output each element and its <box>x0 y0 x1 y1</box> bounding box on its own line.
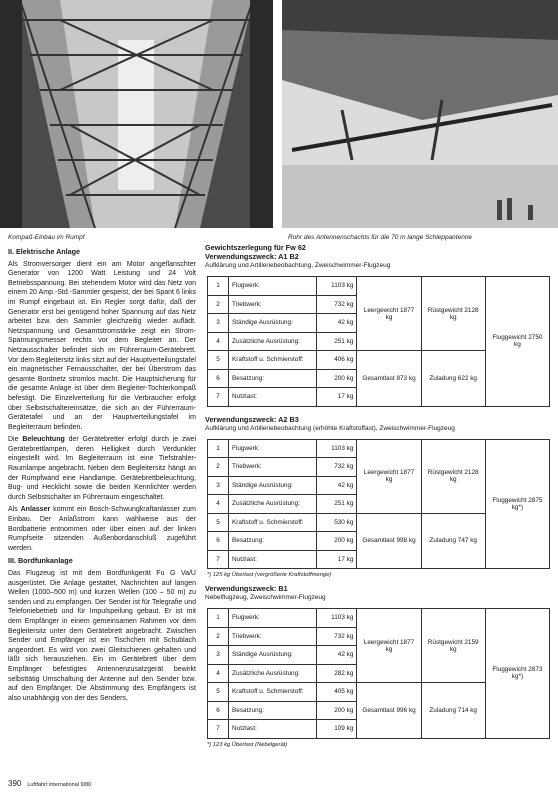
row-label: Triebwerk: <box>229 295 317 314</box>
magazine-name: Luftfahrt international 9/80 <box>27 782 92 788</box>
table-row <box>208 609 550 628</box>
weights-section <box>205 243 555 754</box>
row-label: Besatzung: <box>229 369 317 388</box>
row-value: 200 kg <box>317 532 357 551</box>
row-label: Ständige Ausrüstung: <box>229 646 317 665</box>
photo-antenna-tube <box>282 0 558 228</box>
row-number: 5 <box>208 513 229 532</box>
row-number: 2 <box>208 295 229 314</box>
row-value: 1103 kg <box>317 277 357 296</box>
row-label: Triebwerk: <box>229 458 317 477</box>
paragraph-bordfunk: Das Flugzeug ist mit dem Bordfunkgerät Fu G Va/U ausgerüstet. Die Anlage gestattet, Nachrichten auf langen Wellen (1000–500 m) und kurzen Wellen (100 – 50 m) zu senden und zu empfangen. Der Sender ist für Telegrafie und Telefoniebetrieb und für Impulspeilung gebaut. Er ist mit dem Empfänger in einem gemeinsamen Rahmen vor dem Begleitersitz unter dem Gerätebrett angebracht. Zwischen Sender und Empfänger ist ein Tischchen mit Schublach angeordnet. Es wird von zwei Gleitschienen gehalten und läßt sich herausziehen. Ein im Gerätebrett über dem Empfänger befestigtes Antennenzusatzgerät bewirkt selbsttätig Umschaltung der Antenne auf den Sender bzw. auf den Empfänger. Die Abstimmung des Empfängers ist also unabhängig von der des Senders, <box>8 570 196 702</box>
fluggewicht-cell: Fluggewicht 2750 kg <box>485 277 549 407</box>
weights-title: Gewichtszerlegung für Fw 62 <box>205 243 306 252</box>
row-number: 6 <box>208 532 229 551</box>
row-number: 1 <box>208 277 229 296</box>
page-footer <box>8 779 91 788</box>
article-column <box>8 247 196 706</box>
row-value: 406 kg <box>317 351 357 370</box>
gesamtlast-cell: Gesamtlast 996 kg <box>357 683 421 739</box>
text-fragment: der Gerätebretter erfolgt durch je zwei Gerätebrettlampen, deren Helligkeit durch Verdunkler eingestellt wird. Im Begleiterraum ist eine Tiefstrahler-Raumlampe angebracht. Neben dem Begleitersitz hängt an der Rumpfwand eine Handlampe. Gerätebrettbeleuchtung, Bug- und Hecklicht sowie die beiden Kennlichter werden durch Selbstschalter im Führerraum eingeschaltet. <box>8 436 196 501</box>
row-number: 2 <box>208 458 229 477</box>
row-label: Kraftstoff u. Schmierstoff: <box>229 683 317 702</box>
row-number: 4 <box>208 664 229 683</box>
row-number: 3 <box>208 314 229 333</box>
weights-table-3 <box>207 608 550 739</box>
row-value: 251 kg <box>317 495 357 514</box>
photo-fuselage-interior <box>0 0 273 228</box>
leergewicht-cell: Leergewicht 1877 kg <box>357 439 421 513</box>
text-fragment: Als <box>8 506 21 514</box>
purpose-3: Verwendungszweck: B1 <box>205 584 288 593</box>
row-label: Triebwerk: <box>229 627 317 646</box>
weights-table-2 <box>207 439 550 570</box>
ruestgewicht-cell: Rüstgewicht 2159 kg <box>421 609 485 683</box>
gesamtlast-cell: Gesamtlast 873 kg <box>357 351 421 407</box>
row-label: Zusätzliche Ausrüstung: <box>229 495 317 514</box>
row-label: Besatzung: <box>229 532 317 551</box>
page-number: 390 <box>8 779 22 788</box>
heading-elektrische-anlage: II. Elektrische Anlage <box>8 247 81 256</box>
row-number: 5 <box>208 683 229 702</box>
ruestgewicht-cell: Rüstgewicht 2128 kg <box>421 439 485 513</box>
purpose-2-desc: Aufklärung und Artilleriebeobachtung (erhöhte Kraftstoffast), Zweischwimmer-Flugzeug <box>205 424 455 432</box>
row-value: 405 kg <box>317 683 357 702</box>
row-label: Flugwerk: <box>229 609 317 628</box>
table-row <box>208 277 550 296</box>
row-label: Nutzlast: <box>229 388 317 407</box>
row-value: 1103 kg <box>317 439 357 458</box>
row-value: 1103 kg <box>317 609 357 628</box>
purpose-1-desc: Aufklärung und Artilleriebeobachtung, Zweischwimmer-Flugzeug <box>205 262 391 269</box>
table-row <box>208 439 550 458</box>
row-value: 42 kg <box>317 314 357 333</box>
row-label: Nutzlast: <box>229 720 317 739</box>
row-label: Zusätzliche Ausrüstung: <box>229 332 317 351</box>
text-fragment: Die <box>8 436 23 444</box>
footnote-2: *) 125 kg Überlast (vergrößerte Kraftstoffmenge) <box>207 572 332 578</box>
row-number: 2 <box>208 627 229 646</box>
row-value: 732 kg <box>317 458 357 477</box>
row-number: 3 <box>208 476 229 495</box>
row-value: 200 kg <box>317 701 357 720</box>
keyword-anlasser: Anlasser <box>20 506 51 514</box>
row-label: Besatzung: <box>229 701 317 720</box>
zuladung-cell: Zuladung 714 kg <box>421 683 485 739</box>
fluggewicht-cell: Fluggewicht 2875 kg*) <box>485 439 549 569</box>
heading-bordfunkanlage: III. Bordfunkanlage <box>8 556 73 566</box>
row-value: 530 kg <box>317 513 357 532</box>
row-value: 17 kg <box>317 388 357 407</box>
row-label: Nutzlast: <box>229 550 317 569</box>
row-label: Flugwerk: <box>229 277 317 296</box>
row-number: 7 <box>208 550 229 569</box>
row-value: 251 kg <box>317 332 357 351</box>
row-number: 4 <box>208 495 229 514</box>
row-number: 6 <box>208 701 229 720</box>
row-label: Kraftstoff u. Schmierstoff: <box>229 513 317 532</box>
row-label: Zusätzliche Ausrüstung: <box>229 664 317 683</box>
paragraph-anlasser <box>8 505 196 553</box>
gesamtlast-cell: Gesamtlast 998 kg <box>357 513 421 569</box>
row-value: 17 kg <box>317 550 357 569</box>
paragraph-beleuchtung <box>8 435 196 502</box>
row-value: 42 kg <box>317 476 357 495</box>
row-number: 7 <box>208 388 229 407</box>
row-number: 7 <box>208 720 229 739</box>
row-value: 109 kg <box>317 720 357 739</box>
purpose-1: Verwendungszweck: A1 B2 <box>205 252 299 261</box>
row-number: 3 <box>208 646 229 665</box>
zuladung-cell: Zuladung 622 kg <box>421 351 485 407</box>
row-label: Kraftstoff u. Schmierstoff: <box>229 351 317 370</box>
zuladung-cell: Zuladung 747 kg <box>421 513 485 569</box>
paragraph-stromversorgung: Als Stromversorger dient ein am Motor angeflanschter Generator von 1200 Watt Leistung und 24 Volt Betriebsspannung. Bei stehendem Motor wird das Netz von einem 20 Amp.-Std.-Sammler gespeist, der bei Spant 6 links im Rumpf eingebaut ist. Ein Regler sorgt dafür, daß der Generator erst bei genügend hoher Spannung auf das Netz arbeitet bzw. den Sammler gleichzeitig wieder auflädt. Netzspannung und Gesamtstromstärke zeigt ein Strom-Spannungsmesser rechts vor dem Begleiter an. Der Netzausschalter befindet sich im Führerraum-Gerätebrett. Vor dem Begleitersitz links sitzt auf der Hauptverteilungstafel ein magnetischer Fernausschalter, der bei Überstrom das gesamte Bordnetz stromlos macht. Die Hauptsicherung für die gesamte Anlage ist über dem Begleiter-Tochterkompaß befestigt. Die Einzelverteilung für die Verbraucher erfolgt über Selbstschaltereinsätze, die sich an der Führerraum-Gerätetafel und an der Hauptverteilungstafel im Begleiterraum befinden. <box>8 260 196 431</box>
row-value: 732 kg <box>317 627 357 646</box>
row-value: 282 kg <box>317 664 357 683</box>
row-number: 4 <box>208 332 229 351</box>
leergewicht-cell: Leergewicht 1877 kg <box>357 277 421 351</box>
purpose-3-desc: Nebelflugzeug, Zweischwimmer-Flugzeug <box>205 594 326 601</box>
row-value: 200 kg <box>317 369 357 388</box>
text-fragment: kommt ein Bosch-Schwungkraftanlasser zum Einbau. Der Anlaßstrom kann wahlweise aus der Bordbatterie entnommen oder über einen auf der linken Rumpfseite sitzenden Außenbordanschluß zugeführt werden. <box>8 506 197 552</box>
row-value: 42 kg <box>317 646 357 665</box>
row-label: Ständige Ausrüstung: <box>229 476 317 495</box>
weights-table-1 <box>207 276 550 407</box>
row-number: 6 <box>208 369 229 388</box>
row-value: 732 kg <box>317 295 357 314</box>
caption-right: Rohr des Antennenschachts für die 70 m lange Schleppantenne <box>288 234 473 241</box>
row-number: 5 <box>208 351 229 370</box>
leergewicht-cell: Leergewicht 1877 kg <box>357 609 421 683</box>
row-label: Flugwerk: <box>229 439 317 458</box>
ruestgewicht-cell: Rüstgewicht 2128 kg <box>421 277 485 351</box>
row-label: Ständige Ausrüstung: <box>229 314 317 333</box>
fluggewicht-cell: Fluggewicht 2873 kg*) <box>485 609 549 739</box>
footnote-3: *) 123 kg Überlast (Nebelgerät) <box>207 741 288 748</box>
row-number: 1 <box>208 609 229 628</box>
row-number: 1 <box>208 439 229 458</box>
purpose-2: Verwendungszweck: A2 B3 <box>205 414 299 424</box>
caption-left: Kompaß-Einbau im Rumpf <box>8 234 85 241</box>
keyword-beleuchtung: Beleuchtung <box>22 436 65 444</box>
